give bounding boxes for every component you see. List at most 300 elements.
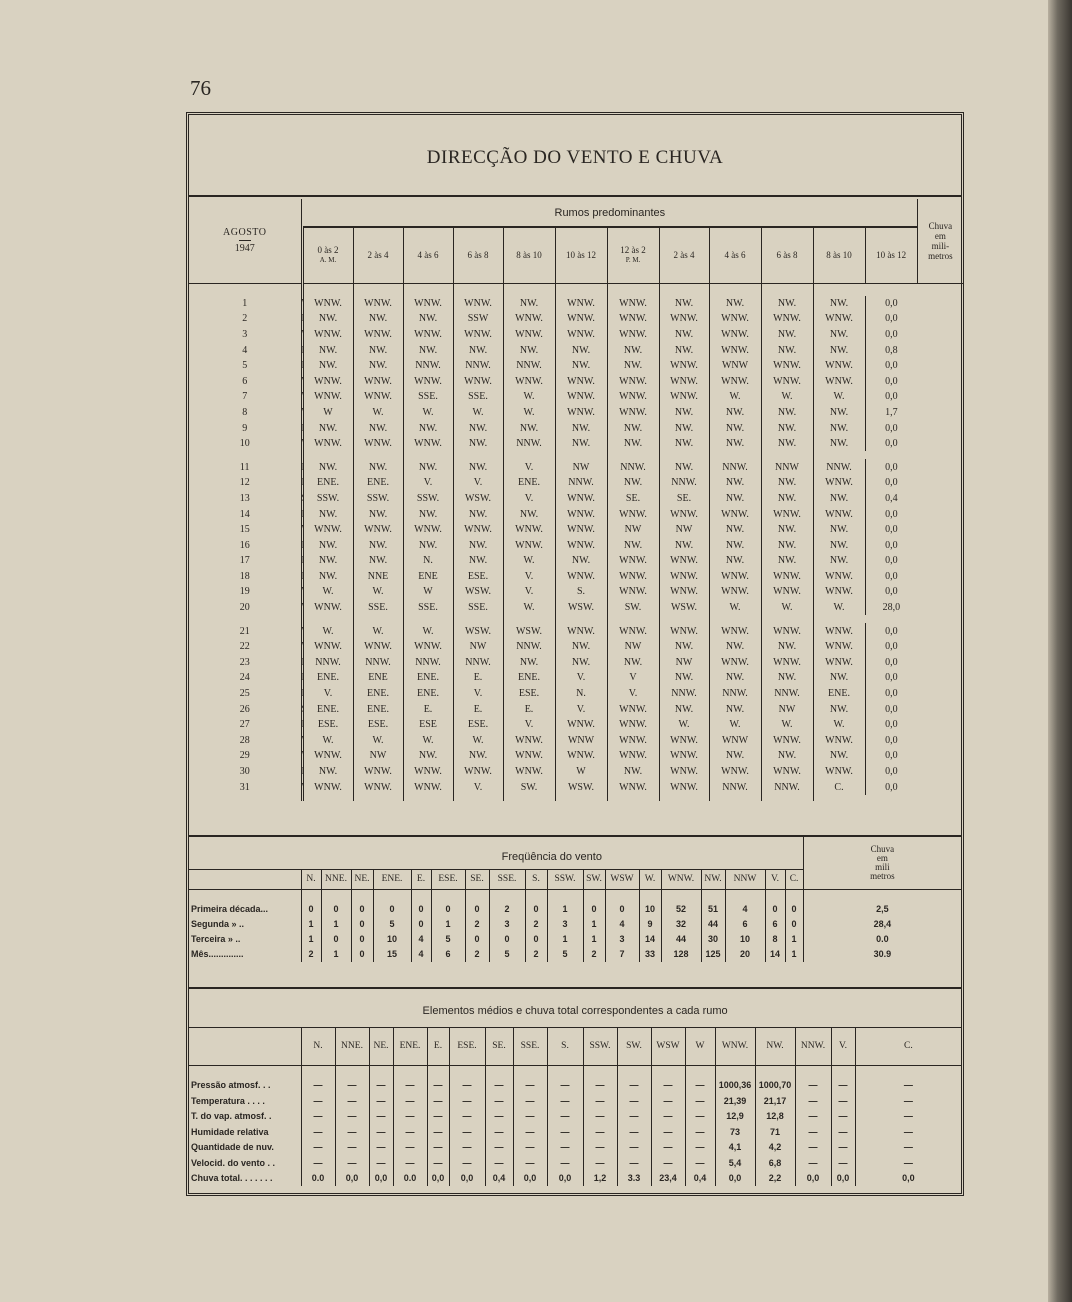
frequency-value: 52 [661, 902, 701, 917]
elements-value: — [335, 1155, 369, 1171]
wind-direction-cell: NW. [813, 342, 865, 358]
wind-direction-cell: NNW. [503, 436, 555, 452]
frequency-row-label: Mês.............. [191, 949, 244, 959]
elements-value: — [301, 1093, 335, 1109]
day-row [189, 311, 963, 327]
wind-direction-cell: NW. [403, 459, 453, 475]
wind-direction-cell: WNW. [659, 584, 709, 600]
wind-direction-cell: WNW. [555, 537, 607, 553]
frequency-column-header: ESE. [431, 869, 465, 889]
frequency-value: 0 [411, 917, 431, 932]
wind-direction-cell: NW. [659, 436, 709, 452]
elements-value: 0.0 [393, 1171, 427, 1187]
wind-direction-cell: NW. [761, 436, 813, 452]
wind-direction-cell: W. [303, 584, 353, 600]
day-number: 1 [242, 297, 248, 309]
wind-direction-cell: NW. [761, 296, 813, 312]
frequency-value: 3 [547, 917, 583, 932]
elements-value: — [485, 1155, 513, 1171]
elements-value: — [855, 1124, 961, 1140]
wind-direction-cell: NNW. [709, 686, 761, 702]
elements-value: 0,0 [831, 1171, 855, 1187]
frequency-column-header: SE. [465, 869, 489, 889]
elements-value: — [485, 1109, 513, 1125]
wind-direction-cell: NW. [761, 491, 813, 507]
wind-direction-cell: WNW. [813, 475, 865, 491]
wind-direction-cell: C. [813, 779, 865, 795]
wind-direction-cell: W. [303, 733, 353, 749]
elements-value: — [485, 1093, 513, 1109]
frequency-row-label: Terceira » .. [191, 934, 241, 944]
day-row [189, 459, 963, 475]
frequency-column-header: W. [639, 869, 661, 889]
wind-direction-cell: NNW. [607, 459, 659, 475]
wind-direction-cell: ENE. [303, 670, 353, 686]
elements-value: — [617, 1124, 651, 1140]
elements-value: — [393, 1140, 427, 1156]
wind-direction-cell: WNW. [303, 522, 353, 538]
wind-direction-cell: V. [607, 686, 659, 702]
wind-direction-cell: V. [503, 584, 555, 600]
elements-value: — [583, 1140, 617, 1156]
frequency-value: 2 [465, 917, 489, 932]
wind-direction-cell: NNW. [403, 655, 453, 671]
elements-value: — [427, 1078, 449, 1094]
day-number: 29 [239, 750, 250, 762]
wind-direction-cell: NNW. [709, 779, 761, 795]
wind-direction-cell: ENE [403, 569, 453, 585]
interval-header [709, 227, 761, 283]
day-number: 20 [239, 602, 250, 614]
frequency-value: 0 [525, 902, 547, 917]
elements-value: — [369, 1140, 393, 1156]
wind-direction-cell: W. [503, 600, 555, 616]
wind-direction-cell: NW. [303, 569, 353, 585]
wind-direction-cell: WNW. [607, 553, 659, 569]
frequency-value: 2 [465, 947, 489, 962]
wind-direction-cell: WNW. [813, 733, 865, 749]
frequency-value: 1 [301, 917, 321, 932]
wind-direction-cell: SSE. [453, 389, 503, 405]
frequency-column-header: WNW. [661, 869, 701, 889]
elements-value: 73 [715, 1124, 755, 1140]
wind-direction-cell: ESE. [453, 569, 503, 585]
elements-row-label: Pressão atmosf. . . [191, 1080, 271, 1091]
day-number: 16 [239, 539, 250, 551]
wind-direction-cell: E. [403, 701, 453, 717]
wind-direction-cell: NW. [761, 342, 813, 358]
elements-column-header: E. [427, 1027, 449, 1065]
wind-direction-cell: NW. [659, 701, 709, 717]
wind-direction-cell: WNW. [607, 623, 659, 639]
wind-direction-cell: NW. [303, 342, 353, 358]
wind-direction-cell: NW. [659, 420, 709, 436]
wind-direction-cell: WSW. [453, 584, 503, 600]
day-row [189, 779, 963, 795]
elements-row [189, 1140, 961, 1156]
wind-direction-cell: NW. [303, 311, 353, 327]
elements-value: — [485, 1124, 513, 1140]
wind-direction-cell: NW. [709, 405, 761, 421]
frequency-value: 0 [785, 917, 803, 932]
frequency-value: 14 [639, 932, 661, 947]
day-number: 18 [239, 570, 250, 582]
wind-direction-cell: WNW. [761, 358, 813, 374]
wind-direction-cell: WNW. [403, 436, 453, 452]
rain-value: 0,0 [865, 296, 917, 312]
wind-direction-cell: WNW. [813, 373, 865, 389]
wind-direction-cell: WNW. [659, 389, 709, 405]
day-number: 27 [239, 719, 250, 731]
elements-row-label: Humidade relativa [191, 1126, 269, 1137]
frequency-value: 0 [605, 902, 639, 917]
elements-value: 0,0 [855, 1171, 961, 1187]
elements-value: — [449, 1109, 485, 1125]
wind-direction-cell: WNW. [659, 748, 709, 764]
elements-value: — [449, 1140, 485, 1156]
elements-value: — [485, 1140, 513, 1156]
interval-label: 8 às 10 [826, 250, 852, 261]
interval-header [607, 227, 659, 283]
wind-direction-cell: NW [607, 639, 659, 655]
wind-direction-cell: W [303, 405, 353, 421]
frequency-value: 1 [431, 917, 465, 932]
elements-row [189, 1124, 961, 1140]
wind-direction-cell: NW. [303, 358, 353, 374]
frequency-value: 4 [605, 917, 639, 932]
wind-direction-cell: WNW. [607, 506, 659, 522]
rain-value: 0,0 [865, 764, 917, 780]
elements-value: — [449, 1155, 485, 1171]
rain-value: 0,0 [865, 537, 917, 553]
wind-direction-cell: NNW. [503, 358, 555, 374]
elements-value: — [831, 1155, 855, 1171]
elements-value: — [651, 1140, 685, 1156]
frequency-value: 128 [661, 947, 701, 962]
wind-direction-cell: WNW. [709, 506, 761, 522]
elements-value: — [795, 1109, 831, 1125]
frequency-value: 0 [351, 902, 373, 917]
elements-value: — [795, 1124, 831, 1140]
day-number: 3 [242, 328, 248, 340]
wind-direction-cell: NW. [403, 537, 453, 553]
elements-value: 0,0 [449, 1171, 485, 1187]
wind-direction-cell: W. [813, 717, 865, 733]
wind-direction-cell: WNW. [353, 296, 403, 312]
elements-value: — [547, 1109, 583, 1125]
wind-direction-cell: WNW. [709, 342, 761, 358]
elements-value: — [335, 1078, 369, 1094]
day-number: 2 [242, 313, 248, 325]
wind-direction-cell: NW [761, 701, 813, 717]
day-row [189, 358, 963, 374]
interval-label: 0 às 2 [317, 245, 339, 256]
wind-direction-cell: NW. [555, 639, 607, 655]
wind-direction-cell: WNW. [555, 373, 607, 389]
frequency-value: 0 [411, 902, 431, 917]
elements-value: — [831, 1093, 855, 1109]
frequency-value: 2 [489, 902, 525, 917]
wind-direction-cell: NW. [659, 342, 709, 358]
wind-direction-cell: NNW. [453, 655, 503, 671]
spacer-row [189, 1065, 961, 1078]
wind-direction-cell: W. [503, 405, 555, 421]
wind-direction-cell: WNW. [403, 639, 453, 655]
wind-direction-cell: NW [555, 459, 607, 475]
elements-row-label: Velocid. do vento . . [191, 1157, 276, 1168]
frequency-value: 5 [489, 947, 525, 962]
wind-direction-cell: WNW. [709, 373, 761, 389]
rain-value: 0,0 [865, 623, 917, 639]
elements-value: — [651, 1109, 685, 1125]
elements-row-label: Quantidade de nuv. [191, 1142, 274, 1153]
wind-direction-cell: ESE [403, 717, 453, 733]
wind-direction-cell: WNW. [761, 584, 813, 600]
wind-direction-cell: WNW. [761, 311, 813, 327]
elements-row [189, 1171, 961, 1187]
wind-direction-cell: ESE. [453, 717, 503, 733]
wind-direction-cell: SSW [453, 311, 503, 327]
wind-direction-cell: WNW. [303, 389, 353, 405]
wind-direction-cell: WSW. [659, 600, 709, 616]
page-frame [186, 112, 964, 1196]
elements-value: — [335, 1124, 369, 1140]
page-title: DIRECÇÃO DO VENTO E CHUVA [426, 147, 724, 168]
wind-direction-cell: SSE. [403, 600, 453, 616]
wind-direction-cell: SE. [659, 491, 709, 507]
frequency-value: 6 [765, 917, 785, 932]
day-number: 4 [242, 344, 248, 356]
wind-direction-cell: NW. [353, 358, 403, 374]
elements-value: — [369, 1109, 393, 1125]
frequency-value: 0 [465, 932, 489, 947]
day-row [189, 748, 963, 764]
elements-value: 21,39 [715, 1093, 755, 1109]
wind-direction-cell: WNW. [607, 779, 659, 795]
frequency-column-header: V. [765, 869, 785, 889]
elements-value: 1000,36 [715, 1078, 755, 1094]
wind-direction-cell: WNW. [813, 623, 865, 639]
frequency-column-header: SSW. [547, 869, 583, 889]
frequency-value: 5 [373, 917, 411, 932]
elements-header-row [189, 1027, 961, 1065]
rain-value: 0,0 [865, 733, 917, 749]
frequency-row-label: Segunda » .. [191, 919, 245, 929]
wind-direction-cell: NW. [353, 506, 403, 522]
interval-label: 6 às 8 [776, 250, 798, 261]
wind-direction-cell: NW. [813, 522, 865, 538]
wind-direction-cell: NNW. [709, 459, 761, 475]
frequency-value: 4 [411, 932, 431, 947]
wind-direction-cell: ENE. [303, 701, 353, 717]
elements-value: — [513, 1140, 547, 1156]
elements-column-header: NE. [369, 1027, 393, 1065]
wind-direction-cell: NW. [761, 537, 813, 553]
day-number: 19 [239, 586, 250, 598]
wind-direction-cell: V. [453, 779, 503, 795]
day-row [189, 327, 963, 343]
wind-direction-cell: NW. [761, 475, 813, 491]
wind-direction-cell: NW. [813, 436, 865, 452]
elements-value: — [393, 1124, 427, 1140]
wind-direction-cell: NW. [761, 670, 813, 686]
elements-value: — [393, 1155, 427, 1171]
frequency-value: 1 [583, 917, 605, 932]
wind-direction-cell: WNW. [607, 311, 659, 327]
elements-column-header: NW. [755, 1027, 795, 1065]
wind-direction-cell: WNW. [709, 623, 761, 639]
wind-direction-cell: NNW. [353, 655, 403, 671]
wind-direction-cell: NW. [659, 405, 709, 421]
wind-direction-cell: NW. [503, 506, 555, 522]
wind-direction-cell: NW. [453, 553, 503, 569]
day-row [189, 584, 963, 600]
wind-direction-cell: W. [503, 553, 555, 569]
interval-label: 4 às 6 [417, 250, 439, 261]
wind-direction-cell: NW. [709, 420, 761, 436]
wind-direction-cell: NW. [659, 670, 709, 686]
wind-direction-cell: SE. [607, 491, 659, 507]
wind-direction-cell: WNW. [709, 327, 761, 343]
wind-direction-cell: NW. [607, 655, 659, 671]
wind-direction-cell: V. [503, 717, 555, 733]
day-row [189, 655, 963, 671]
elements-value: — [427, 1140, 449, 1156]
elements-value: — [449, 1093, 485, 1109]
rain-value: 0,0 [865, 717, 917, 733]
wind-direction-cell: WNW. [607, 327, 659, 343]
wind-direction-cell: WNW. [503, 327, 555, 343]
wind-direction-cell: NW. [607, 764, 659, 780]
interval-label: 8 às 10 [516, 250, 542, 261]
day-row [189, 373, 963, 389]
elements-value: — [513, 1109, 547, 1125]
wind-direction-cell: NW. [709, 296, 761, 312]
wind-direction-cell: WNW. [709, 655, 761, 671]
elements-value: 0.0 [301, 1171, 335, 1187]
rain-value: 0,0 [865, 327, 917, 343]
day-row [189, 342, 963, 358]
interval-header [865, 227, 917, 283]
frequency-value: 0 [525, 932, 547, 947]
wind-direction-cell: WNW. [607, 296, 659, 312]
frequency-column-header: C. [785, 869, 803, 889]
elements-value: — [617, 1109, 651, 1125]
wind-direction-cell: NW. [659, 327, 709, 343]
wind-direction-cell: ENE. [813, 686, 865, 702]
rain-value: 0,0 [865, 420, 917, 436]
interval-header [503, 227, 555, 283]
wind-direction-cell: WNW. [353, 389, 403, 405]
frequency-value: 0 [583, 902, 605, 917]
frequency-value: 3 [489, 917, 525, 932]
wind-direction-cell: NW. [813, 405, 865, 421]
day-row [189, 296, 963, 312]
wind-direction-cell: WNW. [403, 522, 453, 538]
wind-direction-cell: NW. [607, 537, 659, 553]
day-number: 5 [242, 360, 248, 372]
rain-value: 0,0 [865, 522, 917, 538]
day-number: 7 [242, 391, 248, 403]
decade-gap-row [189, 615, 963, 623]
elements-value: 2,2 [755, 1171, 795, 1187]
elements-value: — [651, 1093, 685, 1109]
wind-direction-cell: NNW. [761, 686, 813, 702]
wind-direction-cell: NW. [403, 311, 453, 327]
wind-direction-cell: NW. [353, 537, 403, 553]
rain-value: 0,0 [865, 779, 917, 795]
elements-value: 1,2 [583, 1171, 617, 1187]
wind-direction-cell: WNW. [555, 623, 607, 639]
wind-direction-cell: W. [353, 584, 403, 600]
interval-label: 2 às 4 [367, 250, 389, 261]
wind-direction-cell: SSW. [403, 491, 453, 507]
wind-direction-cell: W. [813, 389, 865, 405]
wind-direction-cell: NW. [709, 639, 761, 655]
wind-direction-cell: NW. [403, 748, 453, 764]
wind-direction-cell: WNW. [813, 569, 865, 585]
wind-direction-cell: WNW. [353, 522, 403, 538]
wind-direction-cell: NW [607, 522, 659, 538]
elements-value: — [795, 1093, 831, 1109]
frequency-value: 0 [373, 902, 411, 917]
frequency-value: 6 [431, 947, 465, 962]
frequency-value: 0 [465, 902, 489, 917]
frequency-value: 0 [351, 917, 373, 932]
frequency-value: 2 [583, 947, 605, 962]
wind-direction-cell: WNW. [453, 764, 503, 780]
frequency-value: 44 [701, 917, 725, 932]
elements-value: 5,4 [715, 1155, 755, 1171]
elements-value: — [831, 1078, 855, 1094]
wind-direction-cell: WNW. [607, 717, 659, 733]
day-row [189, 733, 963, 749]
day-row [189, 506, 963, 522]
wind-direction-cell: SSW. [303, 491, 353, 507]
elements-column-header: S. [547, 1027, 583, 1065]
wind-direction-cell: V. [303, 686, 353, 702]
wind-direction-cell: WNW. [813, 655, 865, 671]
elements-value: — [369, 1124, 393, 1140]
wind-direction-cell: WNW [555, 733, 607, 749]
elements-value: 0,0 [427, 1171, 449, 1187]
wind-direction-cell: NW. [761, 522, 813, 538]
elements-value: — [855, 1109, 961, 1125]
wind-direction-cell: NW. [555, 553, 607, 569]
book-spine [1048, 0, 1072, 1302]
elements-column-header: W [685, 1027, 715, 1065]
frequency-value: 1 [785, 947, 803, 962]
frequency-value: 1 [547, 932, 583, 947]
elements-value: — [513, 1124, 547, 1140]
wind-direction-cell: WSW. [453, 623, 503, 639]
elements-row [189, 1109, 961, 1125]
day-number: 21 [239, 625, 250, 637]
wind-direction-cell: WNW. [761, 623, 813, 639]
wind-direction-cell: WNW. [813, 506, 865, 522]
wind-direction-cell: WNW. [303, 373, 353, 389]
wind-direction-cell: NW. [813, 327, 865, 343]
wind-direction-cell: WNW. [607, 748, 659, 764]
wind-direction-cell: WNW. [303, 600, 353, 616]
frequency-rain-value: 30.9 [803, 947, 961, 962]
wind-direction-cell: W. [353, 733, 403, 749]
rain-value: 0,0 [865, 475, 917, 491]
wind-direction-cell: NW. [659, 459, 709, 475]
wind-direction-cell: WNW. [709, 764, 761, 780]
day-number: 11 [239, 461, 250, 473]
day-number: 12 [239, 477, 250, 489]
